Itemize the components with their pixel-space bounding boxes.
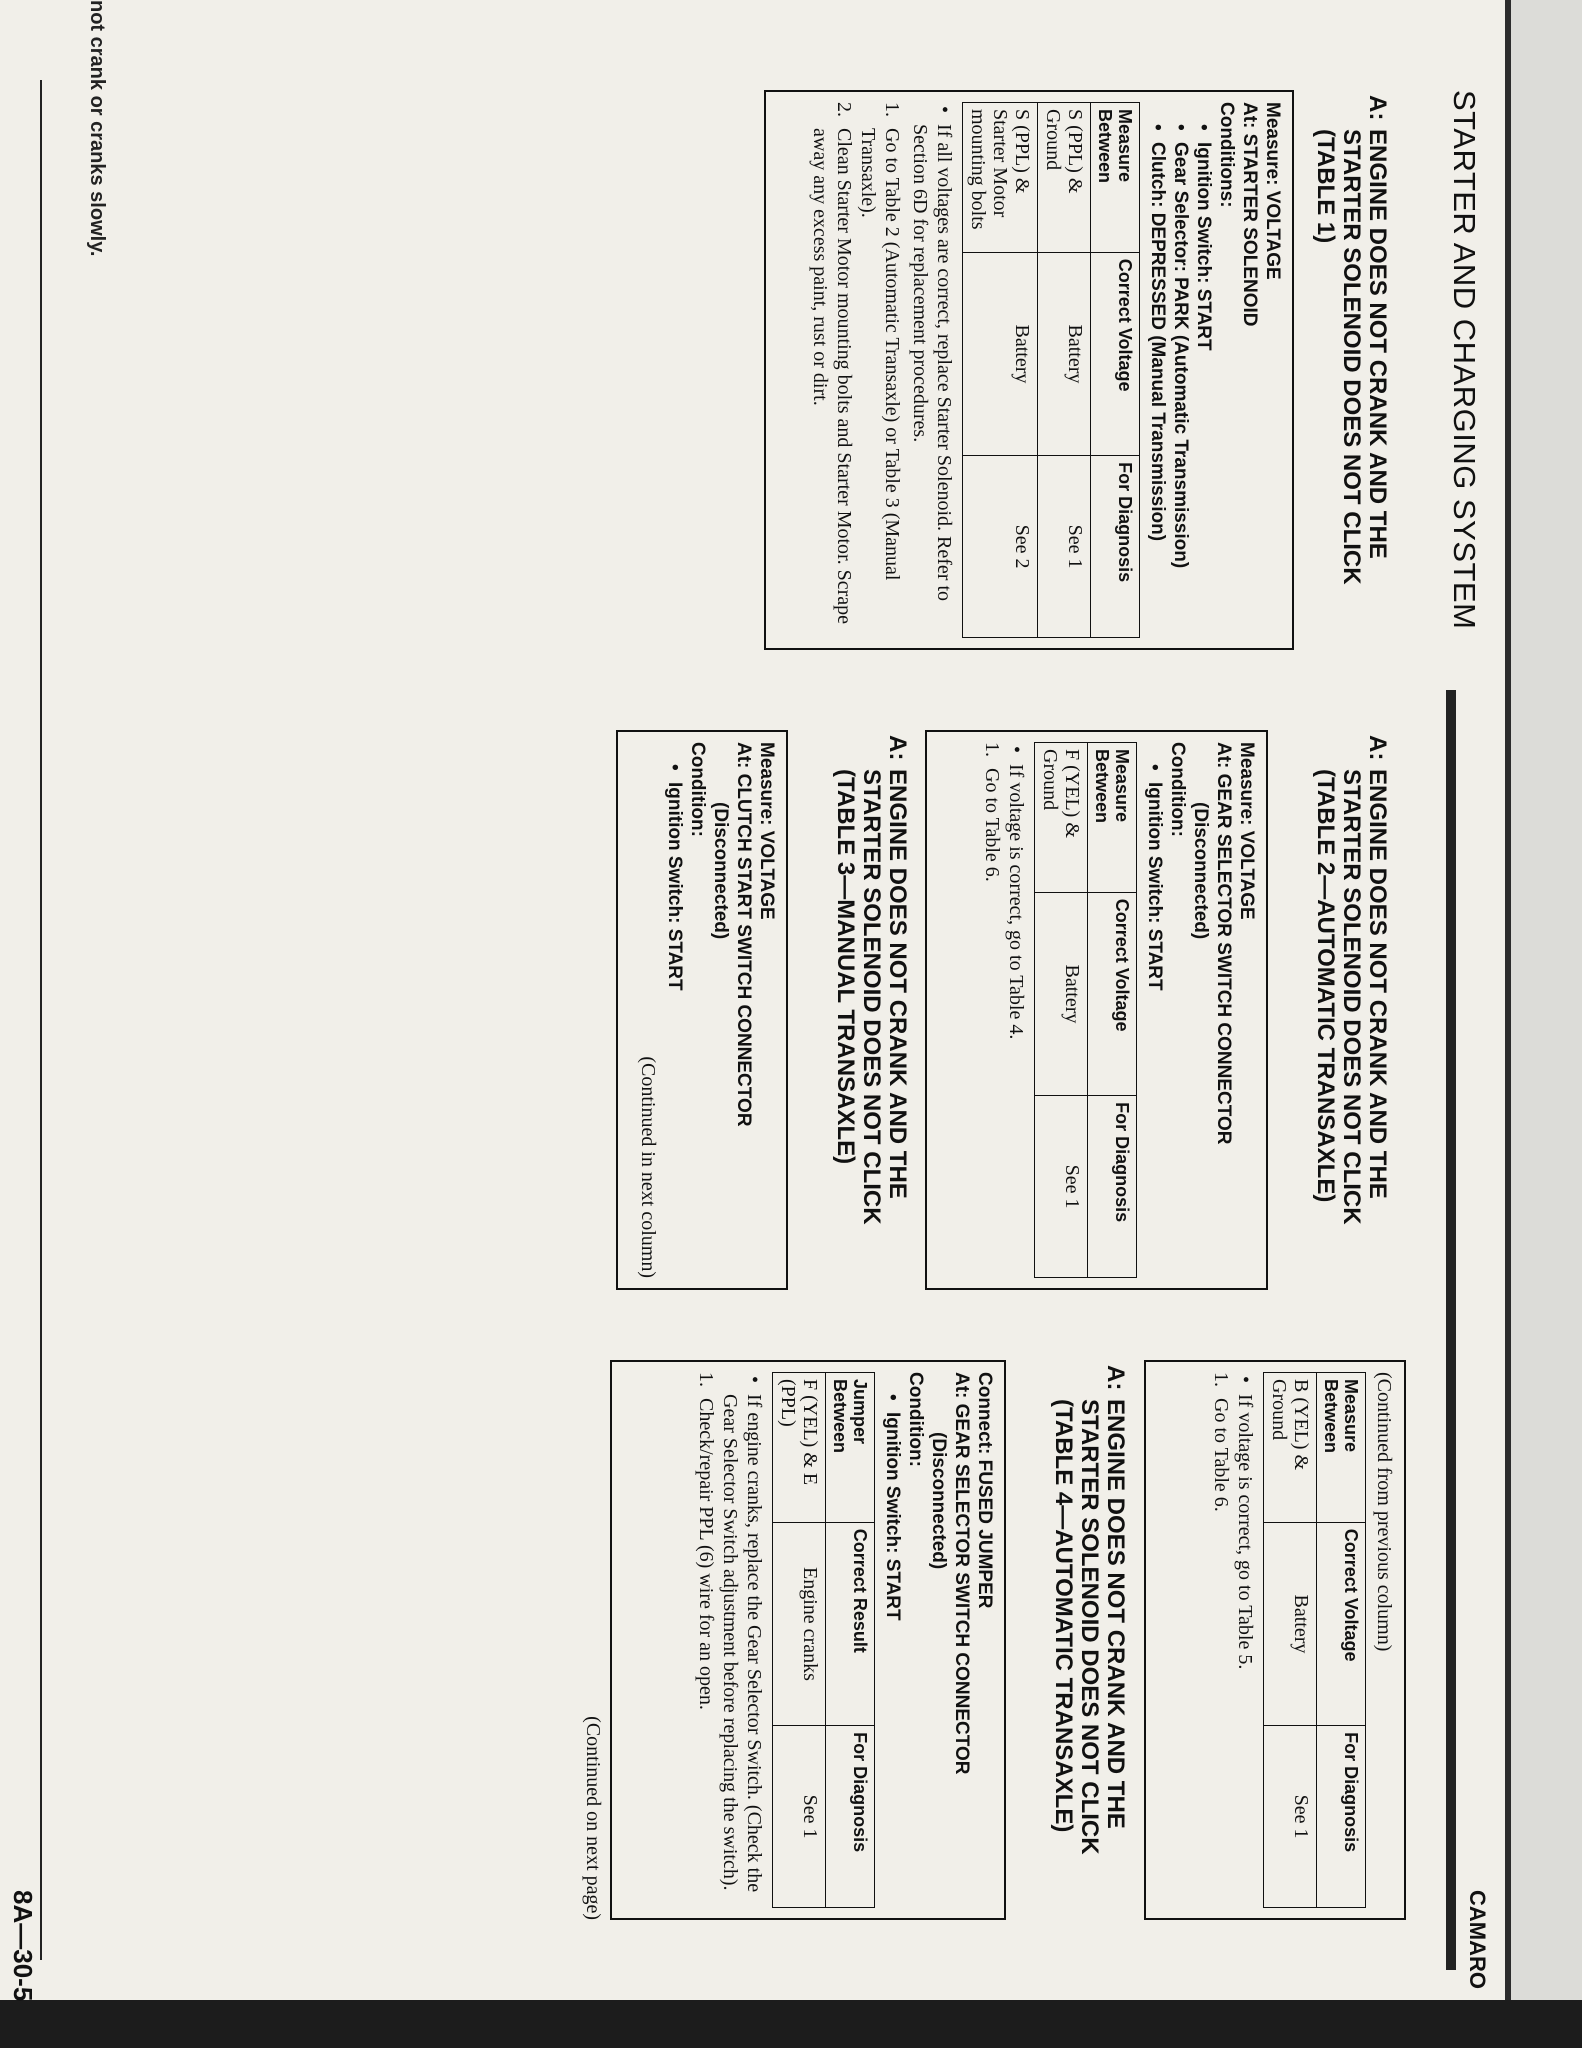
scanner-bottom-border: [0, 2000, 1582, 2048]
table2-condition-label: Condition:: [1167, 742, 1188, 837]
table-header: For Diagnosis: [1088, 1096, 1137, 1278]
table1-condition-2: • Gear Selector: PARK (Automatic Transmission): [1169, 102, 1192, 638]
table1-measure-table: [962, 102, 1140, 638]
table2-step-1: 1.Go to Table 6.: [981, 742, 1003, 882]
table-header: Correct Voltage: [1088, 892, 1137, 1095]
table4-connect: Connect: FUSED JUMPER: [974, 1372, 995, 1609]
table4-heading: A:ENGINE DOES NOT CRANK AND THE STARTER SOLENOID DOES NOT CLICK (TABLE 4—AUTOMATIC TRANSAXLE): [1050, 1365, 1129, 1855]
table-row: F (YEL) & E (PPL) Engine cranks See 1: [773, 1373, 826, 1908]
brand-label: CAMARO: [1465, 1890, 1490, 1989]
table3-box: [616, 730, 788, 1290]
table-header: For Diagnosis: [1091, 456, 1140, 638]
table1-step-1: 1.Go to Table 2 (Automatic Transaxle) or Table 3 (Manual Transaxle).: [857, 102, 903, 581]
table4-box: [610, 1360, 1006, 1920]
table4-note: • If engine cranks, replace the Gear Selector Switch. (Check the Gear Selector Switch adjustment before replacing the switch).: [718, 1372, 766, 1908]
table-header: Correct Result: [826, 1522, 875, 1725]
continued-next-page: (Continued on next page): [582, 1716, 604, 1920]
table3-continued-box: [1144, 1360, 1406, 1920]
table-row: F (YEL) & Ground Battery See 1: [1035, 743, 1088, 1278]
table1-conditions-label: Conditions:: [1216, 102, 1237, 208]
table3-condition-label: Condition:: [687, 742, 708, 837]
footer-rule: [40, 80, 42, 1960]
table3-measure-table: [1263, 1372, 1366, 1908]
header-rule: [1446, 690, 1456, 1970]
table4-jumper-table: [772, 1372, 875, 1908]
table1-heading: A:ENGINE DOES NOT CRANK AND THE STARTER SOLENOID DOES NOT CLICK (TABLE 1): [1312, 95, 1391, 585]
table4-condition-label: Condition:: [905, 1372, 926, 1467]
table-header: Measure Between: [1317, 1373, 1366, 1523]
table2-at: At: GEAR SELECTOR SWITCH CONNECTOR: [1213, 742, 1234, 1145]
table2-note: • If voltage is correct, go to Table 4.: [1004, 742, 1028, 1278]
table1-note: • If all voltages are correct, replace Starter Solenoid. Refer to Section 6D for replacement procedures.: [908, 102, 956, 638]
table-row: B (YEL) & Ground Battery See 1: [1264, 1373, 1317, 1908]
table-header: Correct Voltage: [1091, 252, 1140, 455]
table1-box: [764, 90, 1294, 650]
table3-note: • If voltage is correct, go to Table 5.: [1233, 1372, 1257, 1908]
table3-measure: Measure: VOLTAGE: [756, 742, 777, 920]
table1-step-2: 2.Clean Starter Motor mounting bolts and Starter Motor. Scrape away any excess paint, rust or dirt.: [809, 102, 855, 625]
table3-at-note: (Disconnected): [710, 802, 731, 940]
table3-at: At: CLUTCH START SWITCH CONNECTOR: [733, 742, 754, 1127]
page-number: 8A—30-5: [8, 1890, 38, 2002]
table-row: S (PPL) & Starter Motor mounting bolts Battery See 2: [963, 103, 1038, 638]
continued-next-column: (Continued in next column): [637, 1056, 659, 1278]
table2-heading: A:ENGINE DOES NOT CRANK AND THE STARTER SOLENOID DOES NOT CLICK (TABLE 2—AUTOMATIC TRANSAXLE): [1312, 735, 1391, 1225]
table2-condition: • Ignition Switch: START: [1143, 742, 1166, 1278]
adjacent-page-edge: [1505, 0, 1582, 2000]
table2-at-note: (Disconnected): [1190, 802, 1211, 940]
table4-condition: • Ignition Switch: START: [881, 1372, 904, 1908]
table1-condition-1: • Ignition Switch: START: [1192, 102, 1215, 638]
table2-box: [925, 730, 1268, 1290]
page-title: STARTER AND CHARGING SYSTEM: [1447, 90, 1482, 630]
table4-step-1: 1.Check/repair PPL (6) wire for an open.: [695, 1372, 717, 1710]
table-header: Jumper Between: [826, 1373, 875, 1523]
table3-step-1: 1.Go to Table 6.: [1210, 1372, 1232, 1512]
table2-measure-table: [1034, 742, 1137, 1278]
table3-heading: A:ENGINE DOES NOT CRANK AND THE STARTER SOLENOID DOES NOT CLICK (TABLE 3—MANUAL TRANSAXLE): [832, 735, 911, 1225]
table-header: For Diagnosis: [826, 1726, 875, 1908]
previous-text-cutoff: not crank or cranks slowly.: [86, 0, 108, 257]
table4-at: At: GEAR SELECTOR SWITCH CONNECTOR: [951, 1372, 972, 1775]
table3-condition: • Ignition Switch: START: [663, 742, 686, 1278]
table-row: S (PPL) & Ground Battery See 1: [1038, 103, 1091, 638]
continued-from-previous: (Continued from previous column): [1373, 1372, 1395, 1652]
table1-measure: Measure: VOLTAGE: [1262, 102, 1283, 280]
table-header: For Diagnosis: [1317, 1726, 1366, 1908]
table2-measure: Measure: VOLTAGE: [1236, 742, 1257, 920]
table-header: Measure Between: [1091, 103, 1140, 253]
table4-at-note: (Disconnected): [928, 1432, 949, 1570]
table1-condition-3: • Clutch: DEPRESSED (Manual Transmission): [1146, 102, 1169, 638]
table-header: Measure Between: [1088, 743, 1137, 893]
table1-at: At: STARTER SOLENOID: [1239, 102, 1260, 327]
table-header: Correct Voltage: [1317, 1522, 1366, 1725]
